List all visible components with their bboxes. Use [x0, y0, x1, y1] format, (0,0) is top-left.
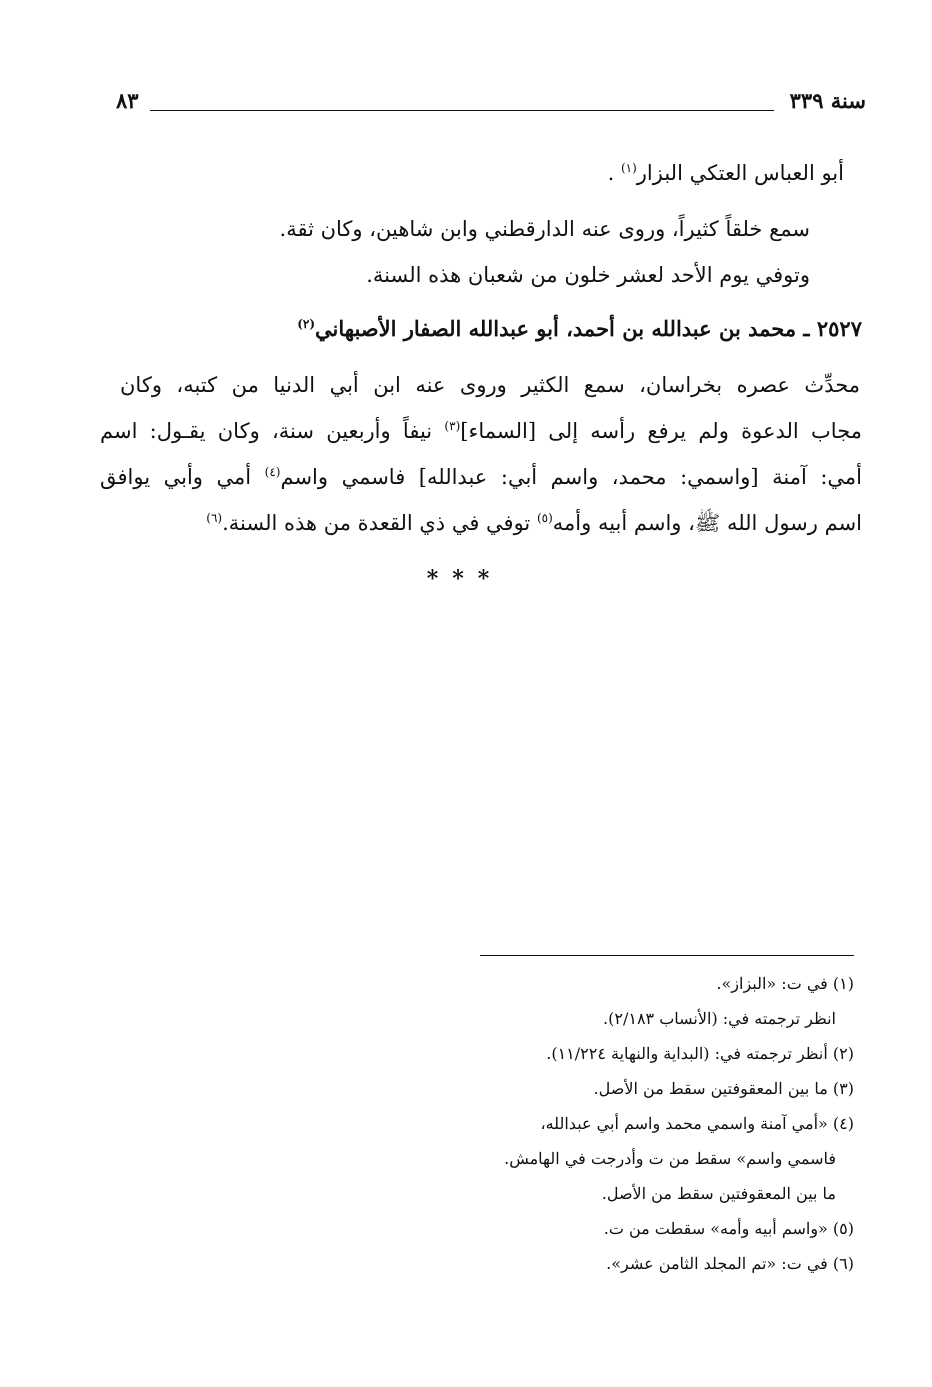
footnote-ref-6: (٦) [206, 511, 223, 525]
footnote-ref-5: (٥) [536, 511, 553, 525]
entry-paragraph-line-3: أمي: آمنة [واسمي: محمد، واسم أبي: عبدالله] فاسمي واسم$^{(٤)}$ أمي وأبي يوافق [100, 465, 862, 489]
footnote-1: (١) في ت: «البزاز». [716, 974, 854, 993]
header-rule [150, 110, 774, 111]
prev-entry-line-2: وتوفي يوم الأحد لعشر خلون من شعبان هذه السنة. [366, 263, 810, 287]
footnote-ref-1: (١) [620, 161, 637, 175]
header-year: سنة ٣٣٩ [789, 88, 866, 113]
footnote-4-continuation-2: ما بين المعقوفتين سقط من الأصل. [601, 1184, 836, 1203]
footnote-2: (٢) أنظر ترجمته في: (البداية والنهاية ١١/٢٢٤). [546, 1044, 854, 1063]
page-number: ٨٣ [116, 88, 139, 113]
footnote-6: (٦) في ت: «تم المجلد الثامن عشر». [606, 1254, 854, 1273]
footnote-ref-3: (٣) [444, 419, 461, 433]
entry-paragraph-line-4: اسم رسول الله ﷺ، واسم أبيه وأمه$^{(٥)}$ توفي في ذي القعدة من هذه السنة.$^{(٦)}$ [206, 511, 862, 535]
footnote-ref-4: (٤) [264, 465, 281, 479]
footnote-5: (٥) «واسم أبيه وأمه» سقطت من ت. [603, 1219, 854, 1238]
footnote-1-continuation: انظر ترجمته في: (الأنساب ٢/١٨٣). [603, 1009, 836, 1028]
entry-paragraph-line-2: مجاب الدعوة ولم يرفع رأسه إلى [السماء]$^{(٣)}$ نيفاً وأربعين سنة، وكان يقـول: اسم [100, 419, 863, 443]
running-header [116, 88, 866, 124]
section-separator: *** [426, 566, 504, 592]
entry-paragraph-line-1: محدِّث عصره بخراسان، سمع الكثير وروى عنه ابن أبي الدنيا من كتبه، وكان [120, 373, 860, 397]
prev-entry-name: أبو العباس العتكي البزار$^{(١)}$ . [607, 161, 844, 185]
footnote-ref-2: (٢) [297, 317, 316, 331]
footnote-4-continuation-1: فاسمي واسم» سقط من ت وأدرجت في الهامش. [504, 1149, 836, 1168]
footnote-4: (٤) «أمي آمنة واسمي محمد واسم أبي عبدالله، [540, 1114, 854, 1133]
entry-heading: ٢٥٢٧ ـ محمد بن عبدالله بن أحمد، أبو عبدالله الصفار الأصبهاني$^{(٢)}$ [297, 316, 862, 341]
footnote-3: (٣) ما بين المعقوفتين سقط من الأصل. [593, 1079, 854, 1098]
prev-entry-line-1: سمع خلقاً كثيراً، وروى عنه الدارقطني وابن شاهين، وكان ثقة. [279, 217, 810, 241]
footnote-rule [480, 955, 854, 956]
